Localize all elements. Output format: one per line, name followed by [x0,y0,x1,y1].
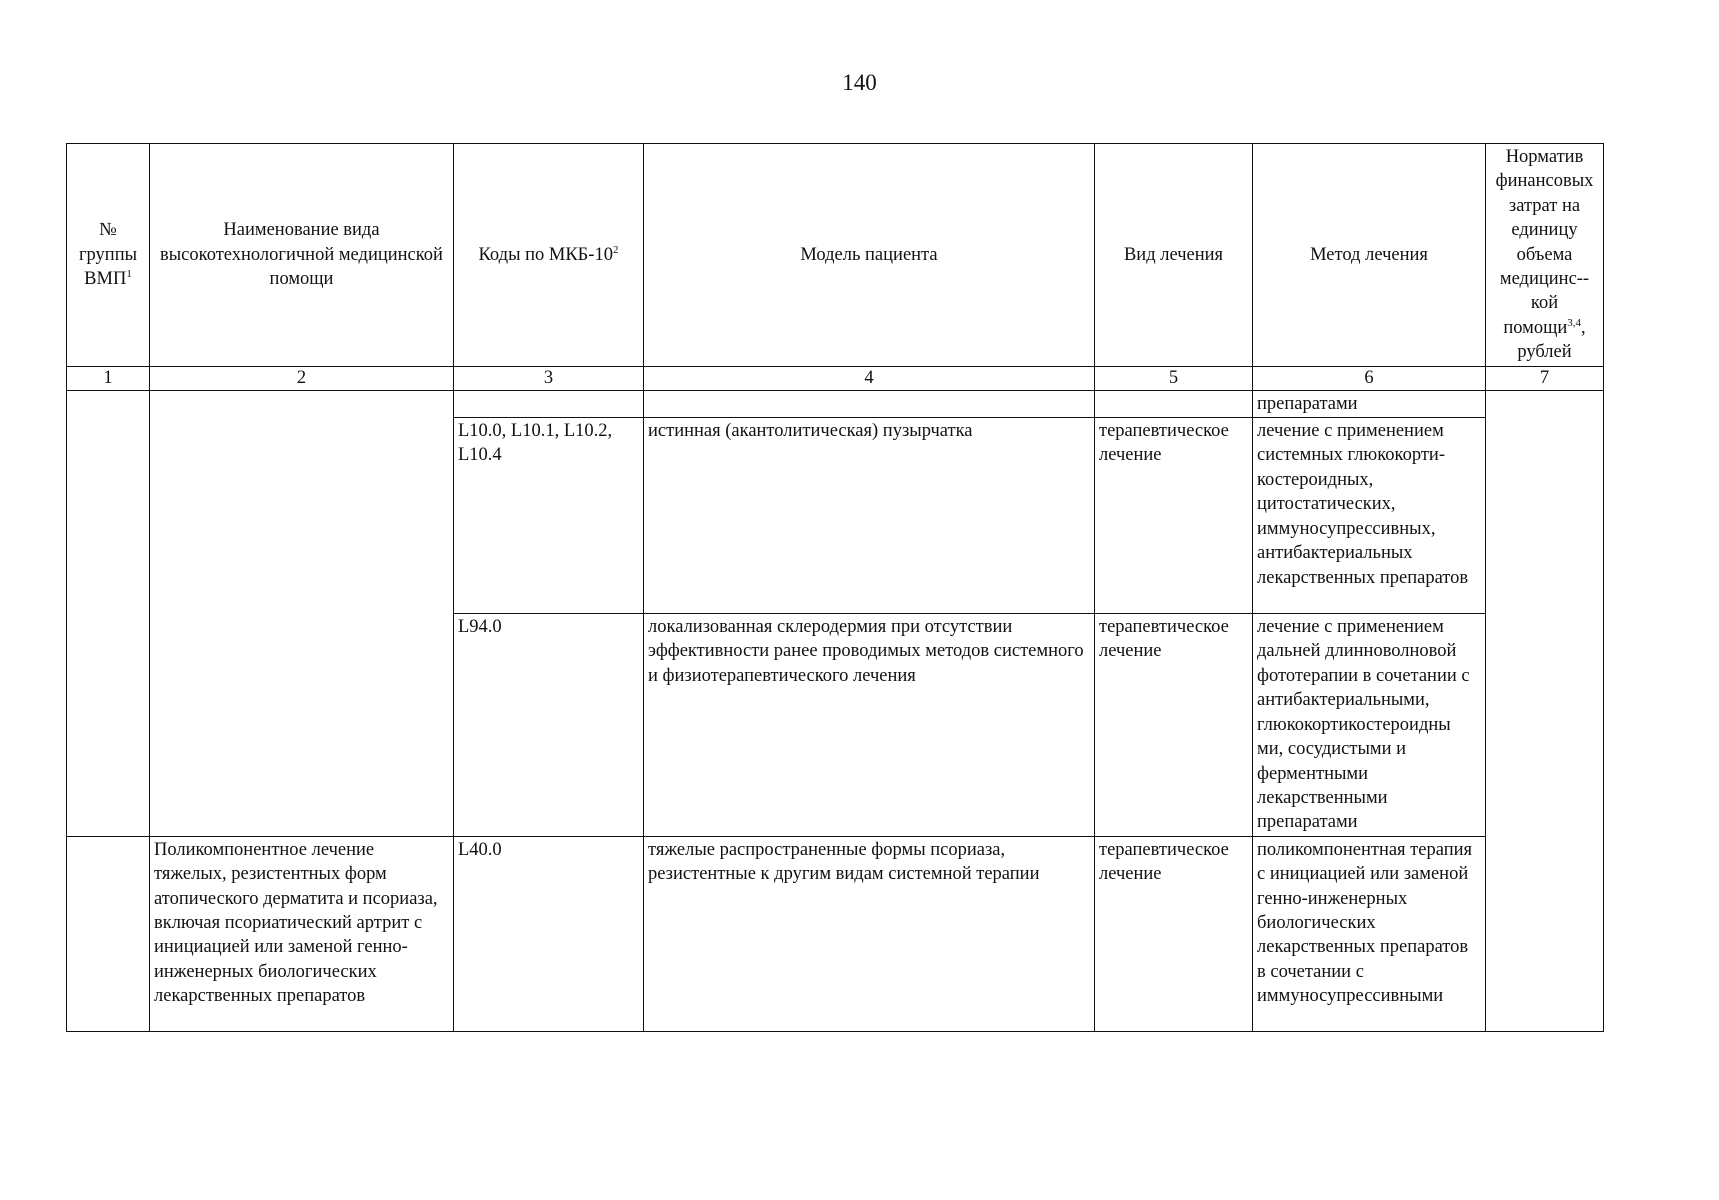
header-treatment-type: Вид лечения [1095,144,1253,367]
table-row [67,836,1604,1031]
column-number: 4 [644,366,1095,390]
treatment-type-cell: терапевтическое лечение [1095,836,1253,1031]
header-icd-codes: Коды по МКБ-$10^2$ [454,144,644,367]
header-cost-standard: Норматив финансовых затрат на единицу объема медицинс--кой помощи$^{3,4}$, рублей [1486,144,1604,367]
header-treatment-method: Метод лечения [1253,144,1486,367]
icd-codes-cell [454,390,644,417]
patient-model-cell: истинная (акантолитическая) пузырчатка [644,418,1095,614]
column-number-row [67,366,1604,390]
treatment-type-cell [1095,390,1253,417]
care-type-cell: Поликомпонентное лечение тяжелых, резистентных форм атопического дерматита и псориаза, включая псориатический артрит с инициацией или заменой генно-инженерных биологических лекарственных препаратов [150,836,454,1031]
patient-model-cell: локализованная склеродермия при отсутствии эффективности ранее проводимых методов системного и физиотерапевтического лечения [644,614,1095,837]
icd-codes-cell: L94.0 [454,614,644,837]
cost-cell [1486,390,1604,1031]
treatment-method-cell: лечение с применением дальней длинноволновой фототерапии в сочетании с антибактериальными, глюкокортикостероидны ми, сосудистыми и ферментными лекарственными препаратами [1253,614,1486,837]
header-group-no: № группы ВМП$^1$ [67,144,150,367]
group-no-cell [67,390,150,836]
treatment-type-cell: терапевтическое лечение [1095,418,1253,614]
column-number: 2 [150,366,454,390]
group-no-cell [67,836,150,1031]
table-row [67,390,1604,417]
header-patient-model: Модель пациента [644,144,1095,367]
column-number: 1 [67,366,150,390]
header-row [67,144,1604,367]
column-number: 3 [454,366,644,390]
column-number: 5 [1095,366,1253,390]
column-number: 6 [1253,366,1486,390]
header-care-type: Наименование вида высокотехнологичной медицинской помощи [150,144,454,367]
treatment-method-cell: поликомпонентная терапия с инициацией или заменой генно-инженерных биологических лекарственных препаратов в сочетании с иммуносупрессивными [1253,836,1486,1031]
treatment-type-cell: терапевтическое лечение [1095,614,1253,837]
page-number: 140 [842,70,877,95]
icd-codes-cell: L40.0 [454,836,644,1031]
treatment-method-cell: лечение с применением системных глюкокорти-костероидных, цитостатических, иммуносупрессивных, антибактериальных лекарственных препаратов [1253,418,1486,614]
care-type-cell [150,390,454,836]
patient-model-cell: тяжелые распространенные формы псориаза, резистентные к другим видам системной терапии [644,836,1095,1031]
column-number: 7 [1486,366,1604,390]
icd-codes-cell: L10.0, L10.1, L10.2, L10.4 [454,418,644,614]
treatment-method-cell: препаратами [1253,390,1486,417]
patient-model-cell [644,390,1095,417]
vmp-table [66,143,1604,1032]
